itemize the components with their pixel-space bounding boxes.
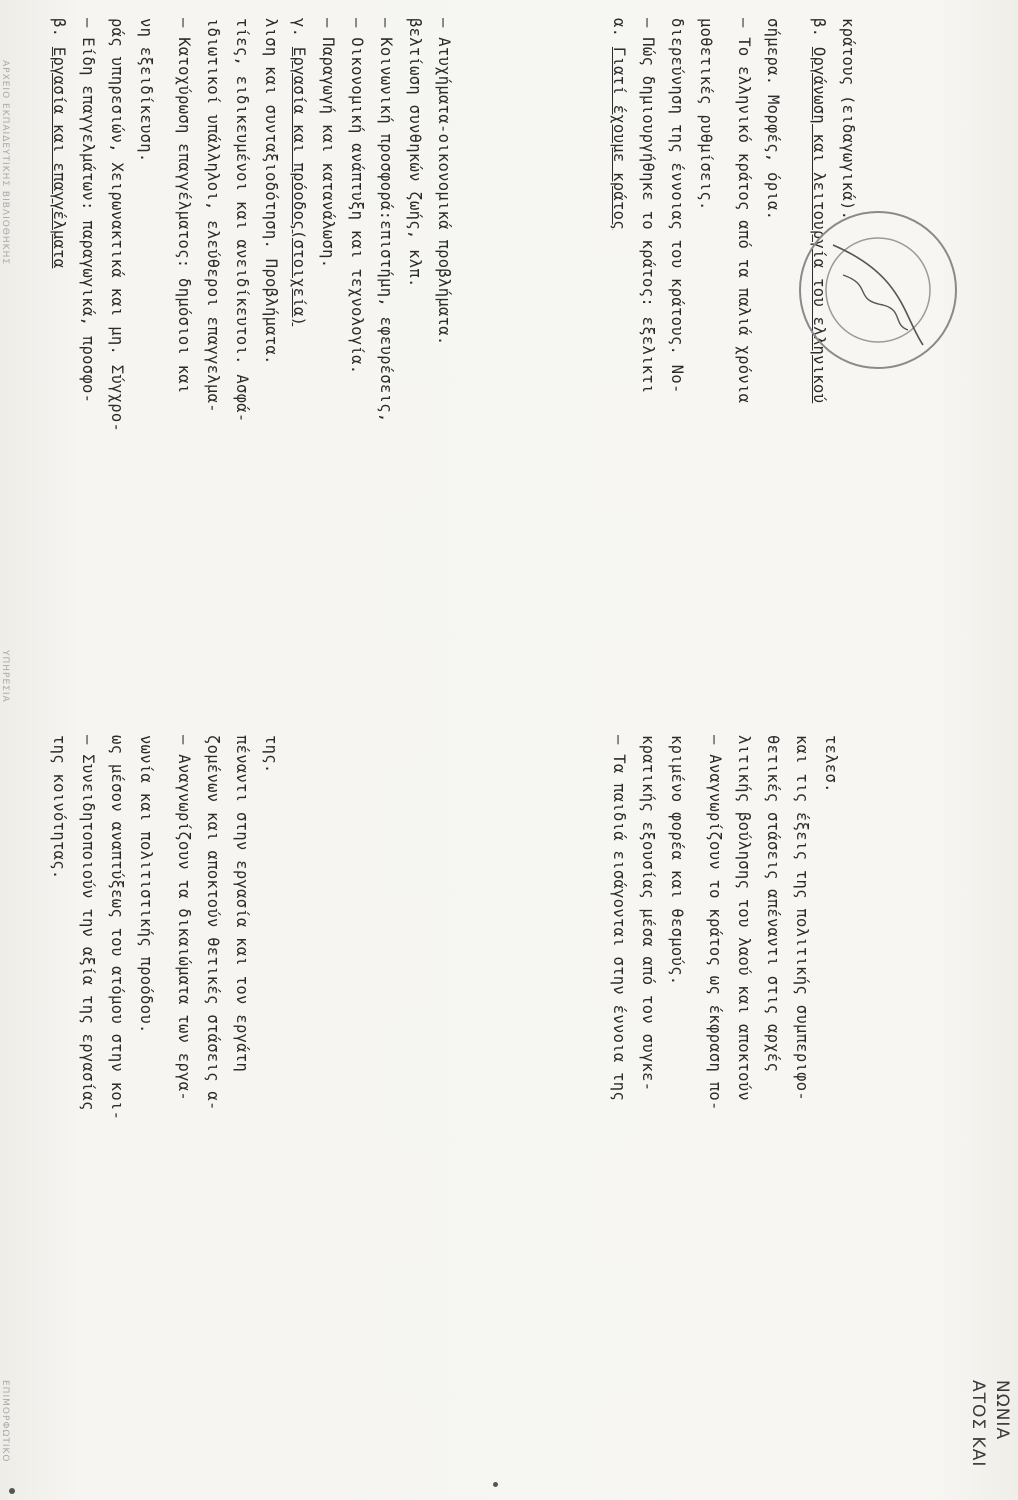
text-line: σήμερα. Μορφές, όρια. [764, 18, 782, 221]
text-line: της. [262, 735, 280, 774]
text-line: μοθετικές ρυθμίσεις. [697, 18, 715, 211]
text-line: – Τα παιδιά εισάγονται στην έννοια της [610, 735, 628, 1102]
section-title: α. Γιατί έχουμε κράτος [610, 18, 628, 230]
official-stamp [789, 205, 963, 375]
text-line: – Είδη επαγγελμάτων: παραγωγικά, προσφο- [79, 18, 97, 404]
edge-mark-mid: ΥΠΗΡΕΣΙΑ [0, 650, 10, 703]
text-line: θετικές στάσεις απέναντι στις αρχές [764, 735, 782, 1073]
stamp-seal-icon [793, 205, 963, 375]
section-title-text: Εργασία και επαγγέλματα [50, 46, 68, 269]
text-line: ράς υπηρεσιών, Χειρωνακτικά και μη. Σύγχρο- [108, 18, 126, 433]
text-line: νη εξειδίκευση. [137, 18, 155, 163]
text-line: διερεύνηση της έννοιας του κράτους. Νο- [668, 18, 686, 394]
text-line: – Αναγνωρίζουν τα δικαιώματα των εργα- [175, 735, 193, 1102]
text-line: κριμένο φορέα και θεσμούς. [668, 735, 686, 986]
section-title-text: Εργασία και πρόοδος(στοιχεία) [290, 46, 308, 327]
text-line: – Ατυχήματα-οικονομικά προβλήματα. [435, 18, 453, 346]
text-line: νωνία και πολιτιστικής προόδου. [137, 735, 155, 1034]
text-line: ως μέσον αναπτύξεως του ατόμου στην κοι- [108, 735, 126, 1121]
left-heading-line-1: ΑΤΟΣ ΚΑΙ [968, 1380, 988, 1468]
text-line: – Αναγνωρίζουν το κράτος ως έκφραση πο- [706, 735, 724, 1111]
text-line: τίες, ειδικευμένοι και ανειδίκευτοι. Ασφά- [233, 18, 251, 423]
text-line: κρατικής εξουσίας μέσα από τον συγκε- [639, 735, 657, 1092]
text-line: της κοινότητας. [50, 735, 68, 880]
edge-mark-left: ΕΠΙΜΟΡΦΩΤΙΚΟ [0, 1380, 10, 1463]
text-line: – Πώς δημιουργήθηκε το κράτος: εξελικτι [639, 18, 657, 394]
text-line: – Παραγωγή και κατανάλωση. [319, 18, 337, 269]
text-line: λιτικής βούλησης του λαού και αποκτούν [735, 735, 753, 1102]
edge-mark-right: ΑΡΧΕΙΟ ΕΚΠΑΙΔΕΥΤΙΚΗΣ ΒΙΒΛΙΟΘΗΚΗΣ [0, 60, 10, 266]
text-line: ιδιωτικοί υπάλληλοι, ελεύθεροι επαγγελμα- [204, 18, 222, 413]
text-line: και τις έξεις της πολιτικής συμπεριφο- [793, 735, 811, 1102]
punch-dot [493, 1482, 498, 1487]
section-title: β. Εργασία και επαγγέλματα [50, 18, 68, 269]
text-line: πέναντι στην εργασία και τον εργάτη [233, 735, 251, 1073]
text-line: – Συνειδητοποιούν την αξία της εργασίας [79, 735, 97, 1111]
section-title-text: Οργάνωση και λειτουργία του ελληνικού [810, 46, 828, 404]
text-line: – Κατοχύρωση επαγγέλματος: δημόσιοι και [175, 18, 193, 394]
section-title: γ. Εργασία και πρόοδος(στοιχεία) [290, 18, 308, 327]
punch-dot [9, 1488, 15, 1494]
text-line: λιση και συνταξιοδότηση. Προβλήματα. [262, 18, 280, 365]
text-line: κράτους (ειδαγωγικά). [839, 18, 857, 221]
text-line: βελτίωση συνθηκών ζωής, κλπ. [406, 18, 424, 288]
text-line: τελεσ. [822, 735, 840, 793]
text-line: – Οικονομική ανάπτυξη και τεχνολογία. [348, 18, 366, 375]
section-title-text: Γιατί έχουμε κράτος [610, 46, 628, 230]
text-line: – Το ελληνικό κράτος από τα παλιά χρόνια [735, 18, 753, 404]
text-line: ζομένων και αποκτούν θετικές στάσεις α- [204, 735, 222, 1111]
left-heading-line-2: ΝΩΝΙΑ [992, 1380, 1012, 1441]
section-title: β. Οργάνωση και λειτουργία του ελληνικού [810, 18, 828, 404]
text-line: – Κοινωνική προσφορά:επιστήμη, εφευρέσεις, [377, 18, 395, 423]
